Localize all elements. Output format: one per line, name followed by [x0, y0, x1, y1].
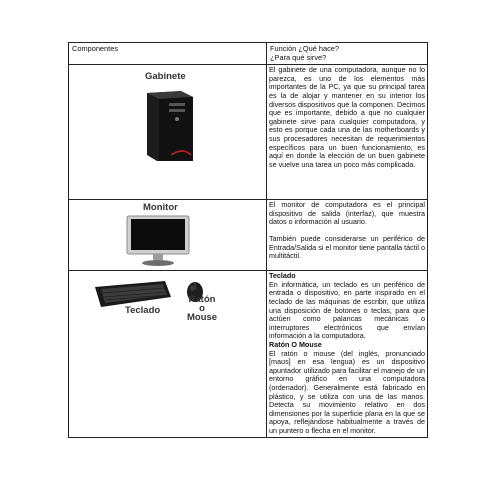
mouse-title: Ratón O Mouse	[269, 339, 322, 349]
keyboard-label: Teclado	[125, 305, 161, 317]
mouse-label-line3: Mouse	[187, 312, 218, 324]
gabinete-text: El gabinete de una computadora, aunque no lo parezca, es uno de los elementos más importantes de la PC, ya que su principal tarea es la de alojar y mantener en su interior los diversos dispositivos que la componen. Decimos que es importante, debido a que no cualquier gabinete sirve para cualquier computadora, y esto es porque cada una de las motherboards y sus procesadores necesitan de requerimientos específicos para un buen funcionamiento, es aquí en donde la elección de un buen gabinete se vuelve una tarea un poco más complicada.	[269, 65, 425, 169]
monitor-label: Monitor	[143, 202, 178, 214]
header-function	[267, 43, 427, 64]
keyboard-text: En informática, un teclado es un periférico de entrada o dispositivo, en parte inspirado en el teclado de las máquinas de escribir, que utiliza una disposición de botones o teclas, para que actúen como palancas mecánicas o interruptores electrónicos que envían información a la computadora.	[269, 279, 425, 341]
header-function-line2: ¿Para qué sirve?	[270, 52, 327, 62]
row-monitor	[69, 200, 427, 271]
row-gabinete	[69, 65, 427, 200]
keyboard-title: Teclado	[269, 271, 296, 281]
mouse-label	[187, 295, 217, 322]
gabinete-label: Gabinete	[145, 71, 186, 83]
keyboard-mouse-image-cell	[69, 271, 267, 437]
computer-case-icon	[141, 89, 197, 163]
mouse-label-line2: o	[199, 303, 205, 315]
components-table	[68, 42, 428, 438]
monitor-description	[267, 200, 427, 270]
header-row	[69, 43, 427, 65]
header-function-line1: Función ¿Qué hace?	[270, 44, 340, 53]
row-teclado-mouse	[69, 271, 427, 437]
mouse-label-line1: Ratón	[188, 294, 216, 306]
gabinete-description	[267, 65, 427, 199]
mouse-text: El ratón o mouse (del inglés, pronunciado [maʊs] en esa lengua) es un dispositivo apuntador utilizado para facilitar el manejo de un entorno gráfico en una computadora (ordenador). Generalmente está fabricado en plástico, y se utiliza con una de las manos. Detecta su movimiento relativo en dos dimensiones por la superficie plana en la que se apoya, reflejándose habitualmente a través de un puntero o flecha en el monitor.	[269, 348, 425, 435]
keyboard-mouse-description	[267, 271, 427, 437]
header-components: Componentes	[69, 43, 267, 64]
gabinete-image-cell	[69, 65, 267, 199]
monitor-text-1: El monitor de computadora es el principal dispositivo de salida (interfaz), que muestra datos o información al usuario.	[269, 200, 425, 227]
monitor-text-2: También puede considerarse un periférico de Entrada/Salida si el monitor tiene pantalla táctil o multitáctil.	[269, 233, 425, 261]
monitor-icon	[125, 214, 193, 268]
monitor-image-cell	[69, 200, 267, 270]
